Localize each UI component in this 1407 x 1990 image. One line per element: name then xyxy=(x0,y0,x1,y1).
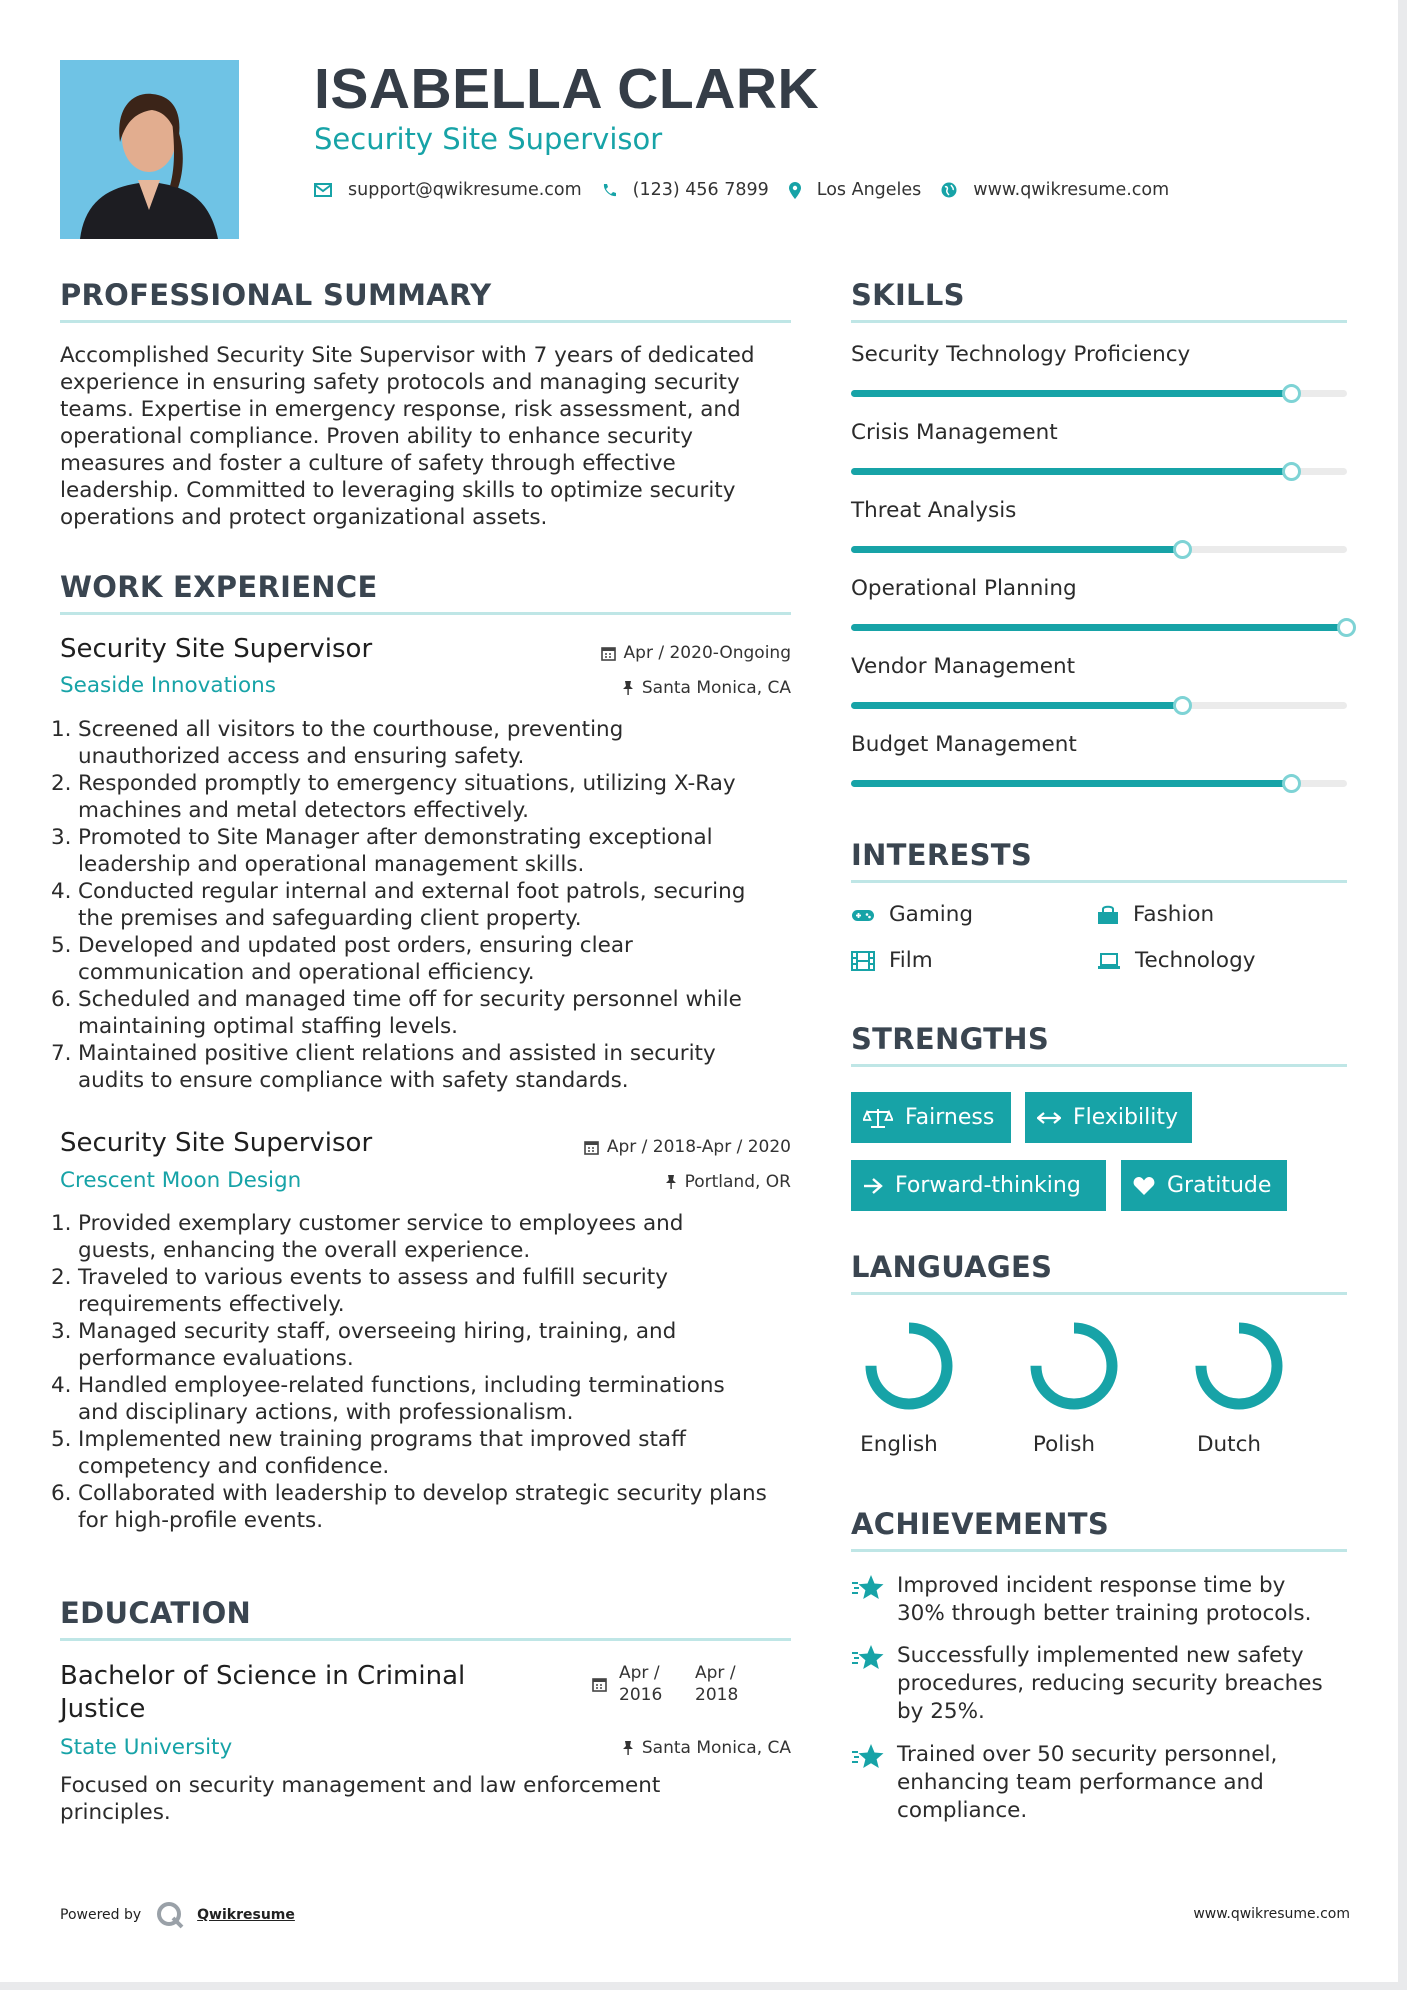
language-ring xyxy=(849,1316,969,1420)
job-title: Security Site Supervisor xyxy=(60,634,373,664)
achievement-item xyxy=(851,1572,1311,1628)
list-item: 2. Responded promptly to emergency situations, utilizing X-Ray machines and metal detectors effectively. xyxy=(51,771,736,823)
languages-heading: LANGUAGES xyxy=(851,1250,1053,1284)
list-item: 7. Maintained positive client relations and assisted in security audits to ensure compliance with safety standards. xyxy=(51,1041,716,1093)
strength-chip xyxy=(851,1092,1011,1143)
job-location xyxy=(622,678,791,698)
education-description xyxy=(60,1772,791,1826)
footer-brand-link[interactable]: Qwikresume xyxy=(197,1907,295,1923)
contact-location-text: Los Angeles xyxy=(816,180,922,200)
list-item: 4. Conducted regular internal and external foot patrols, securing the premises and safeguarding client property. xyxy=(51,879,746,931)
calendar-icon xyxy=(601,646,616,661)
strength-chip xyxy=(1121,1160,1287,1211)
education-dates xyxy=(592,1662,738,1706)
job-location-text: Portland, OR xyxy=(684,1172,791,1192)
globe-icon xyxy=(941,182,957,198)
shopping-bag-icon xyxy=(1097,905,1119,925)
skill-bar-knob xyxy=(1282,384,1301,403)
skill-bar-fill xyxy=(851,468,1292,475)
list-item: 1. Screened all visitors to the courthouse, preventing unauthorized access and ensuring safety. xyxy=(51,717,624,769)
contact-phone[interactable] xyxy=(602,180,769,200)
job-duties-list xyxy=(51,716,791,1094)
strength-label: Fairness xyxy=(905,1105,995,1130)
interests-heading: INTERESTS xyxy=(851,838,1033,872)
list-item: 5. Developed and updated post orders, ensuring clear communication and operational efficiency. xyxy=(51,933,633,985)
interest-item xyxy=(851,902,973,927)
skill-bar xyxy=(851,468,1347,475)
interest-label: Technology xyxy=(1135,948,1256,973)
qwikresume-logo-icon xyxy=(155,1900,185,1930)
skill-bar xyxy=(851,702,1347,709)
star-icon xyxy=(851,1574,885,1602)
job-dates-text: Apr / 2018-Apr / 2020 xyxy=(606,1137,791,1157)
calendar-icon xyxy=(592,1677,607,1692)
calendar-icon xyxy=(584,1140,599,1155)
skill-bar-knob xyxy=(1173,540,1192,559)
language-label: English xyxy=(860,1432,938,1457)
language-ring xyxy=(1014,1316,1134,1420)
achievements-heading: ACHIEVEMENTS xyxy=(851,1507,1110,1541)
interest-label: Gaming xyxy=(889,902,974,927)
job-location xyxy=(665,1172,791,1192)
footer-url[interactable]: www.qwikresume.com xyxy=(1193,1906,1350,1922)
end-month: Apr / xyxy=(695,1663,736,1683)
arrows-horizontal-icon xyxy=(1037,1111,1061,1125)
end-year: 2018 xyxy=(695,1685,739,1705)
candidate-name: ISABELLA CLARK xyxy=(314,57,820,121)
experience-heading: WORK EXPERIENCE xyxy=(60,570,378,604)
achievements-divider xyxy=(851,1549,1347,1552)
skill-label: Threat Analysis xyxy=(851,498,1017,523)
summary-line: experience in ensuring safety protocols and managing security xyxy=(60,370,740,395)
phone-icon xyxy=(602,183,617,198)
education-description-line: principles. xyxy=(60,1800,171,1825)
education-start-date xyxy=(619,1662,687,1706)
skill-bar xyxy=(851,546,1347,553)
education-end-date xyxy=(695,1662,738,1706)
strength-label: Gratitude xyxy=(1167,1173,1272,1198)
achievement-text: Improved incident response time by 30% through better training protocols. xyxy=(897,1573,1312,1626)
strength-label: Forward-thinking xyxy=(895,1173,1081,1198)
start-month: Apr / xyxy=(619,1663,660,1683)
strength-chip xyxy=(1025,1092,1192,1143)
summary-divider xyxy=(60,320,791,323)
job-dates xyxy=(601,643,791,663)
skill-bar xyxy=(851,780,1347,787)
interests-divider xyxy=(851,880,1347,883)
education-location-text: Santa Monica, CA xyxy=(641,1738,791,1758)
skills-divider xyxy=(851,320,1347,323)
list-item: 6. Collaborated with leadership to develop strategic security plans for high-profile events. xyxy=(51,1481,767,1533)
interest-item xyxy=(1097,948,1255,973)
summary-line: teams. Expertise in emergency response, risk assessment, and xyxy=(60,397,741,422)
skill-label: Crisis Management xyxy=(851,420,1058,445)
list-item: 3. Managed security staff, overseeing hiring, training, and performance evaluations. xyxy=(51,1319,677,1371)
summary-line: operations and protect organizational assets. xyxy=(60,505,548,530)
achievement-item xyxy=(851,1642,1323,1726)
skill-label: Security Technology Proficiency xyxy=(851,342,1191,367)
degree-line: Bachelor of Science in Criminal xyxy=(60,1661,466,1691)
contact-website[interactable] xyxy=(941,180,1169,200)
list-item: 1. Provided exemplary customer service to employees and guests, enhancing the overall experience. xyxy=(51,1211,684,1263)
pushpin-icon xyxy=(622,680,634,696)
strength-label: Flexibility xyxy=(1073,1105,1178,1130)
skill-label: Operational Planning xyxy=(851,576,1077,601)
summary-text xyxy=(60,342,791,531)
skill-bar xyxy=(851,390,1347,397)
skill-bar-knob xyxy=(1282,462,1301,481)
star-icon xyxy=(851,1743,885,1771)
strength-chip xyxy=(851,1160,1106,1211)
experience-divider xyxy=(60,612,791,615)
job-dates xyxy=(584,1137,791,1157)
skill-bar-fill xyxy=(851,390,1292,397)
summary-line: leadership. Committed to leveraging skills to optimize security xyxy=(60,478,736,503)
interest-item xyxy=(1097,902,1214,927)
job-dates-text: Apr / 2020-Ongoing xyxy=(623,643,791,663)
map-marker-icon xyxy=(789,182,801,199)
gamepad-icon xyxy=(851,907,875,923)
list-item: 2. Traveled to various events to assess and fulfill security requirements effectively. xyxy=(51,1265,668,1317)
skill-bar-fill xyxy=(851,780,1292,787)
job-company: Crescent Moon Design xyxy=(60,1168,302,1193)
list-item: 4. Handled employee-related functions, including terminations and disciplinary actions, with professionalism. xyxy=(51,1373,725,1425)
laptop-icon xyxy=(1097,952,1121,970)
envelope-icon xyxy=(314,183,332,197)
list-item: 6. Scheduled and managed time off for security personnel while maintaining optimal staffing levels. xyxy=(51,987,742,1039)
skill-bar xyxy=(851,624,1347,631)
contact-website-text: www.qwikresume.com xyxy=(973,180,1170,200)
arrow-right-icon xyxy=(863,1177,883,1195)
interest-label: Fashion xyxy=(1133,902,1215,927)
strengths-divider xyxy=(851,1064,1347,1067)
skill-label: Vendor Management xyxy=(851,654,1075,679)
candidate-title: Security Site Supervisor xyxy=(314,122,663,156)
achievement-item xyxy=(851,1741,1277,1825)
job-company: Seaside Innovations xyxy=(60,673,276,698)
skill-bar-fill xyxy=(851,624,1347,631)
education-description-line: Focused on security management and law enforcement xyxy=(60,1773,661,1798)
language-ring-chart xyxy=(1189,1316,1289,1416)
skill-bar-knob xyxy=(1337,618,1356,637)
education-location xyxy=(622,1738,791,1758)
heart-icon xyxy=(1133,1176,1155,1196)
skill-bar-knob xyxy=(1173,696,1192,715)
language-ring xyxy=(1179,1316,1299,1420)
degree-title xyxy=(60,1660,465,1726)
school-name: State University xyxy=(60,1735,233,1760)
contact-bar xyxy=(314,180,1189,200)
skill-label: Budget Management xyxy=(851,732,1077,757)
job-title: Security Site Supervisor xyxy=(60,1128,373,1158)
start-year: 2016 xyxy=(619,1685,663,1705)
contact-phone-text: (123) 456 7899 xyxy=(632,180,769,200)
interest-label: Film xyxy=(889,948,933,973)
language-label: Dutch xyxy=(1196,1432,1262,1457)
footer-powered-by xyxy=(60,1900,295,1930)
strengths-heading: STRENGTHS xyxy=(851,1022,1050,1056)
powered-by-label: Powered by xyxy=(60,1907,142,1923)
star-icon xyxy=(851,1644,885,1672)
education-heading: EDUCATION xyxy=(60,1596,252,1630)
summary-line: measures and foster a culture of safety through effective xyxy=(60,451,676,476)
language-ring-chart xyxy=(859,1316,959,1416)
achievement-text: Successfully implemented new safety procedures, reducing security breaches by 25%. xyxy=(897,1643,1323,1724)
languages-divider xyxy=(851,1292,1347,1295)
education-divider xyxy=(60,1638,791,1641)
summary-line: Accomplished Security Site Supervisor with 7 years of dedicated xyxy=(60,343,755,368)
contact-location xyxy=(789,180,922,200)
profile-photo xyxy=(60,60,239,239)
interest-item xyxy=(851,948,933,973)
pushpin-icon xyxy=(665,1174,677,1190)
skill-bar-knob xyxy=(1282,774,1301,793)
language-ring-chart xyxy=(1024,1316,1124,1416)
list-item: 5. Implemented new training programs that improved staff competency and confidence. xyxy=(51,1427,686,1479)
summary-heading: PROFESSIONAL SUMMARY xyxy=(60,278,492,312)
language-label: Polish xyxy=(1032,1432,1096,1457)
list-item: 3. Promoted to Site Manager after demonstrating exceptional leadership and operational management skills. xyxy=(51,825,713,877)
film-icon xyxy=(851,951,875,971)
job-duties-list xyxy=(51,1210,791,1534)
pushpin-icon xyxy=(622,1740,634,1756)
achievement-text: Trained over 50 security personnel, enhancing team performance and compliance. xyxy=(897,1742,1278,1823)
skills-heading: SKILLS xyxy=(851,278,965,312)
skill-bar-fill xyxy=(851,546,1183,553)
skill-bar-fill xyxy=(851,702,1183,709)
degree-line: Justice xyxy=(60,1694,146,1724)
balance-scale-icon xyxy=(863,1107,893,1129)
summary-line: operational compliance. Proven ability to enhance security xyxy=(60,424,693,449)
contact-email[interactable] xyxy=(314,180,582,200)
contact-email-text: support@qwikresume.com xyxy=(348,180,582,200)
job-location-text: Santa Monica, CA xyxy=(641,678,791,698)
